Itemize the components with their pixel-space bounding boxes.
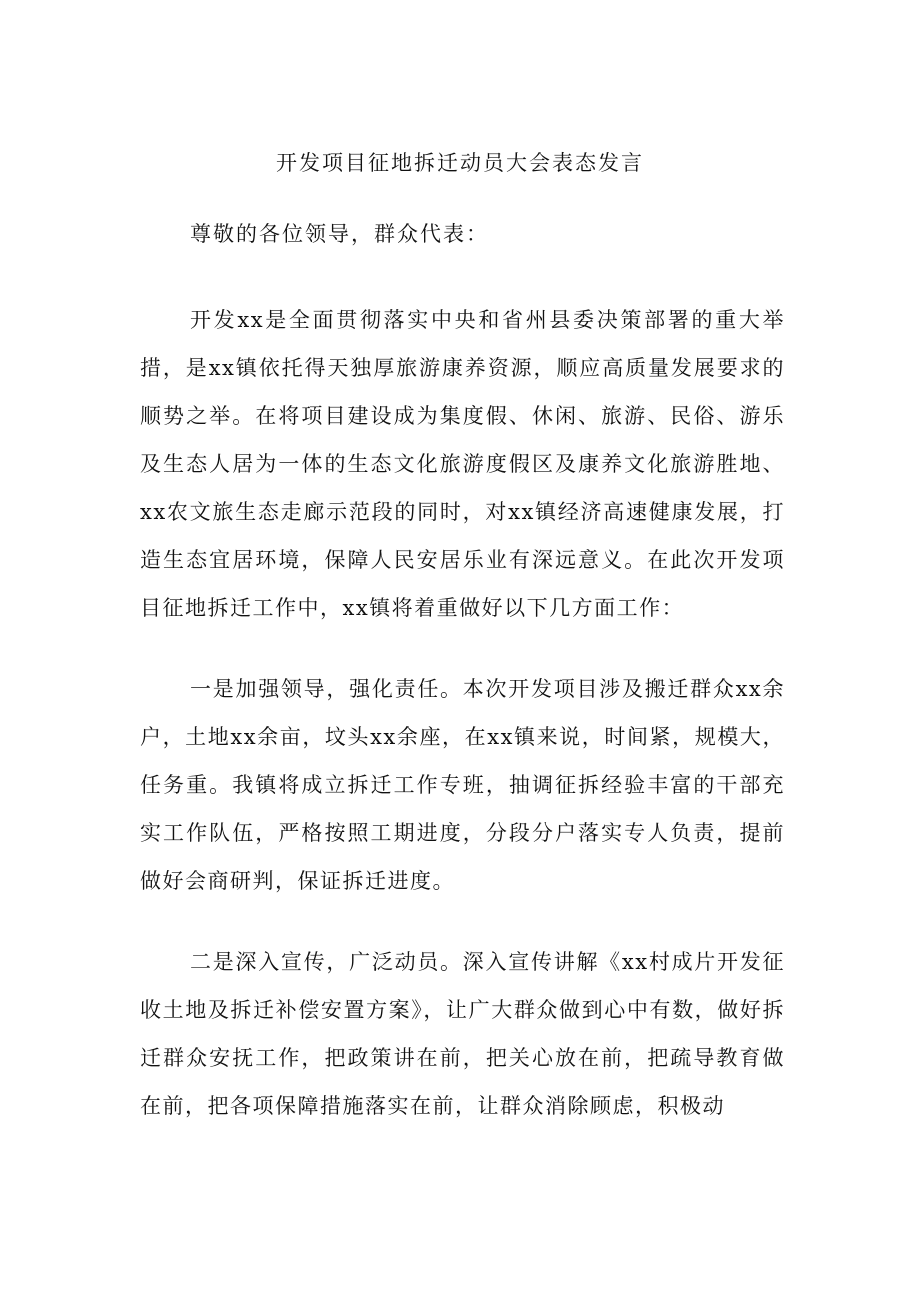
paragraph-leadership: 一是加强领导，强化责任。本次开发项目涉及搬迁群众xx余户，土地xx余亩，坟头xx余座，在xx镇来说，时间紧，规模大，任务重。我镇将成立拆迁工作专班，抽调征拆经验丰富的干部充实工作队伍，严格按照工期进度，分段分户落实专人负责，提前做好会商研判，保证拆迁进度。 xyxy=(140,677,785,893)
paragraph-intro: 开发xx是全面贯彻落实中央和省州县委决策部署的重大举措，是xx镇依托得天独厚旅游康养资源，顺应高质量发展要求的顺势之举。在将项目建设成为集度假、休闲、旅游、民俗、游乐及生态人居为一体的生态文化旅游度假区及康养文化旅游胜地、xx农文旅生态走廊示范段的同时，对xx镇经济高速健康发展，打造生态宜居环境，保障人民安居乐业有深远意义。在此次开发项目征地拆迁工作中，xx镇将着重做好以下几方面工作： xyxy=(140,308,785,620)
paragraph-publicity: 二是深入宣传，广泛动员。深入宣传讲解《xx村成片开发征收土地及拆迁补偿安置方案》，让广大群众做到心中有数，做好拆迁群众安抚工作，把政策讲在前，把关心放在前，把疏导教育做在前，把各项保障措施落实在前，让群众消除顾虑，积极动 xyxy=(140,950,785,1118)
salutation: 尊敬的各位领导，群众代表： xyxy=(190,222,489,246)
document-title: 开发项目征地拆迁动员大会表态发言 xyxy=(276,151,644,175)
